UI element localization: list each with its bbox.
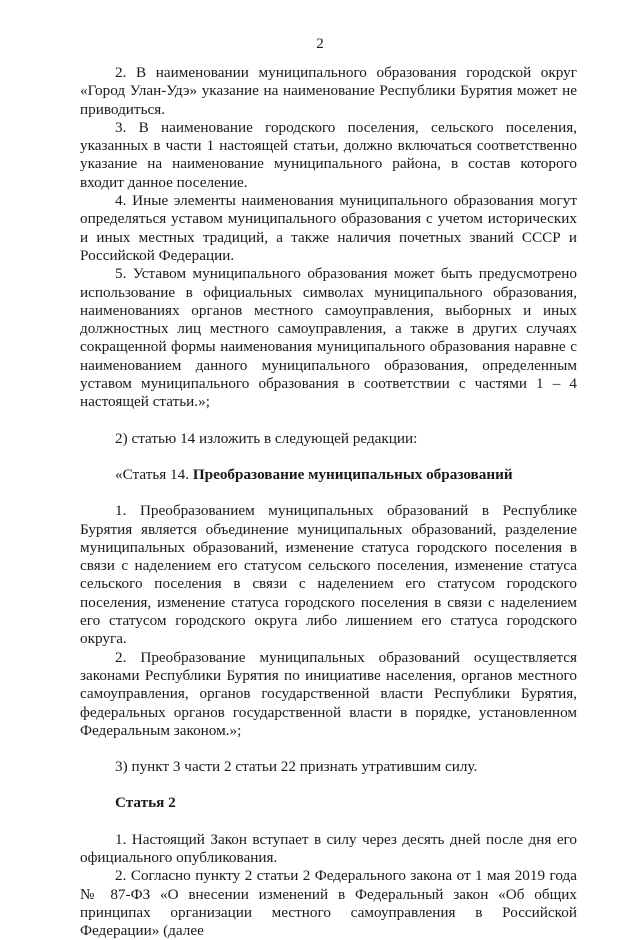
article-2-heading: Статья 2: [115, 794, 176, 812]
paragraph: 2. В наименовании муниципального образования городской округ «Город Улан-Удэ» указание на наименование Республики Бурятия может не приводиться.: [80, 64, 577, 118]
document-body: [80, 64, 577, 940]
paragraph: 2. Согласно пункту 2 статьи 2 Федерального закона от 1 мая 2019 года № 87-ФЗ «О внесении изменений в Федеральный закон «Об общих принципах организации местного самоуправления в Российской Федерации» (далее: [80, 867, 577, 940]
article-14-heading: [80, 466, 577, 484]
article-14-title: Преобразование муниципальных образований: [192, 465, 513, 483]
paragraph: 1. Настоящий Закон вступает в силу через десять дней после дня его официального опубликования.: [80, 830, 577, 866]
amendment-item-2: 2) статью 14 изложить в следующей редакции:: [115, 429, 418, 447]
paragraph: 5. Уставом муниципального образования может быть предусмотрено использование в официальных символах муниципального образования, наименованиях органов местного самоуправления, выборных и иных должностных лиц местного самоуправления, а также в других случаях сокращенной формы наименования муниципального образования наравне с наименованием данного муниципального образования, определенным уставом муниципального образования в соответствии с частями 1 – 4 настоящей статьи.»;: [80, 265, 577, 411]
paragraph: 4. Иные элементы наименования муниципального образования могут определяться уставом муниципального образования с учетом исторических и иных местных традиций, а также наличия почетных званий СССР и Российской Федерации.: [80, 192, 577, 264]
paragraph: 1. Преобразованием муниципальных образований в Республике Бурятия является объединение муниципальных образований, разделение муниципальных образований, изменение статуса городского поселения в связи с наделением его статусом сельского поселения, изменение статуса сельского поселения в связи с наделением его статусом городского поселения, изменение статуса городского поселения в связи с наделением его статусом городского округа либо лишением его статуса городского округа.: [80, 502, 577, 648]
amendment-item-3: 3) пункт 3 части 2 статьи 22 признать утратившим силу.: [115, 758, 478, 776]
page-number: 2: [316, 36, 324, 52]
article-14-prefix: «Статья 14.: [115, 465, 193, 483]
paragraph: 3. В наименование городского поселения, сельского поселения, указанных в части 1 настоящей статьи, должно включаться соответственно указание на наименование муниципального района, в состав которого входит данное поселение.: [80, 118, 577, 191]
paragraph: 2. Преобразование муниципальных образований осуществляется законами Республики Бурятия по инициативе населения, органов местного самоуправления, органов государственной власти Республики Бурятия, федеральных органов государственной власти в порядке, установленном Федеральным законом.»;: [80, 648, 577, 739]
